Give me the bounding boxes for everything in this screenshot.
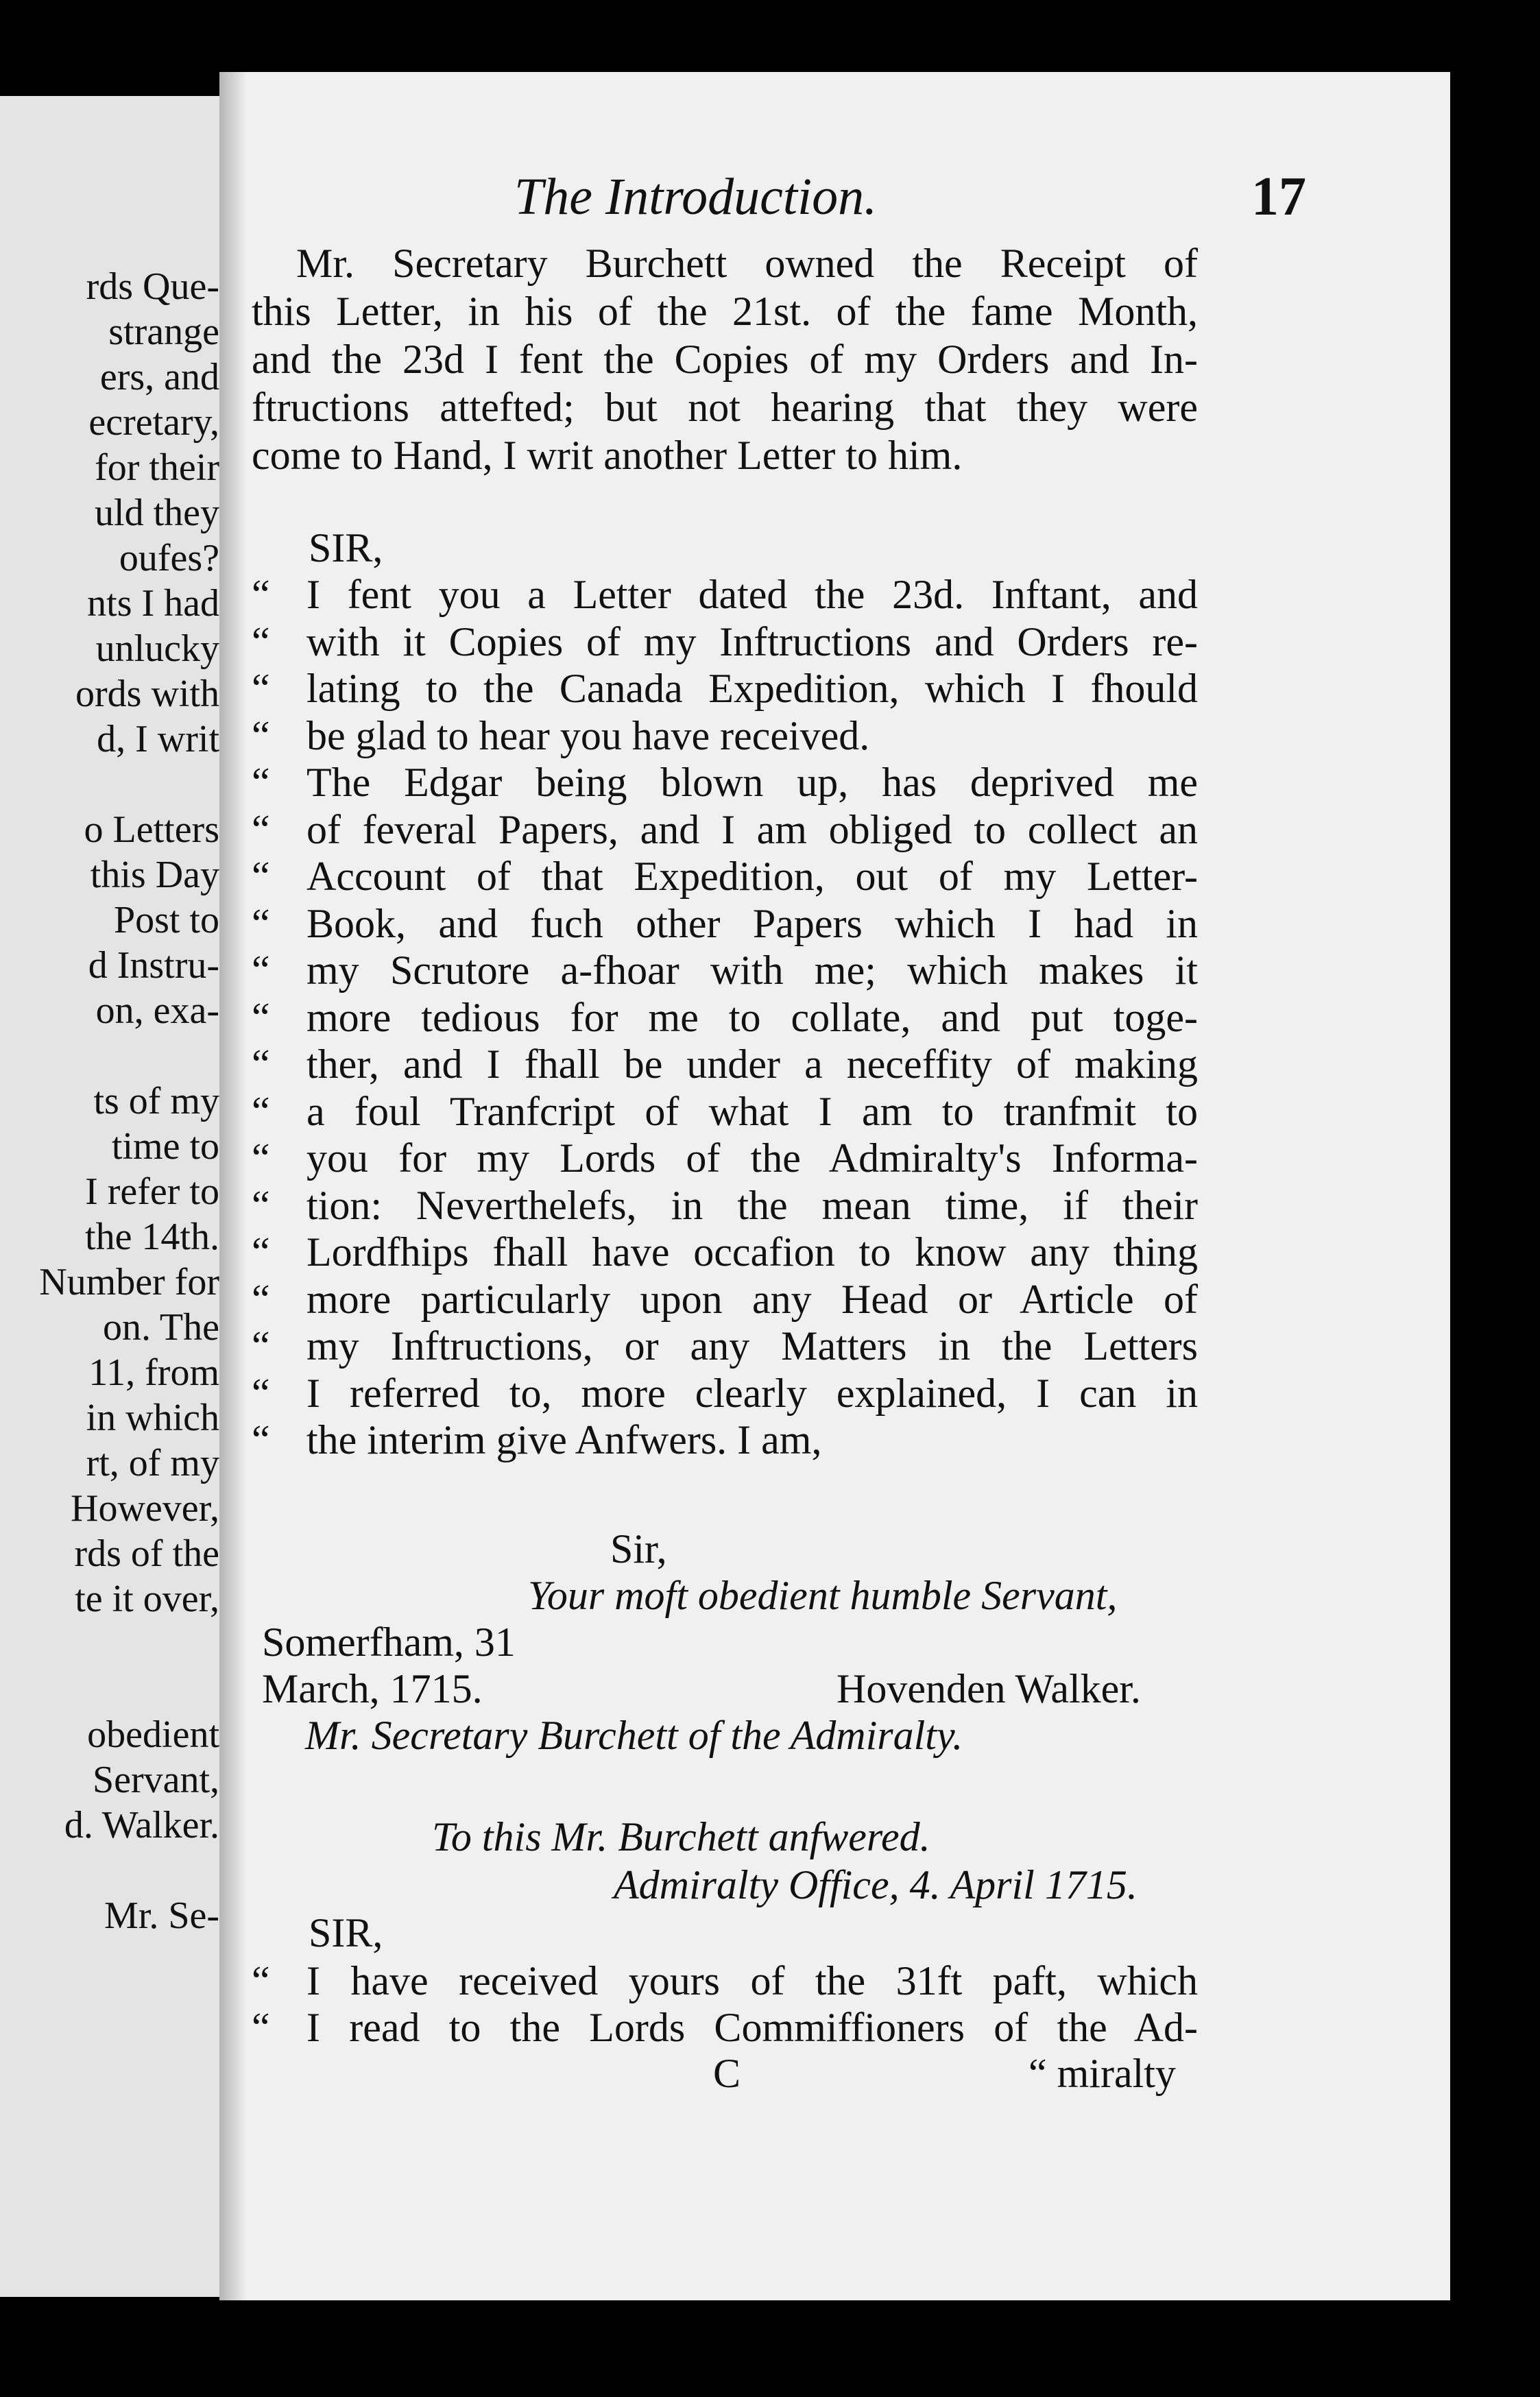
left-page-line: strange (108, 311, 219, 353)
quote-mark: “ (252, 994, 270, 1040)
quoted-line (252, 665, 1198, 712)
quote-mark: “ (252, 1323, 270, 1369)
quoted-text: of feveral Papers, and I am obliged to collect an (306, 806, 1198, 852)
left-page-line: on. The (102, 1306, 219, 1349)
quoted-line (252, 853, 1198, 900)
left-page-line: I refer to (85, 1170, 219, 1213)
quoted-text: Account of that Expedition, out of my Letter- (306, 854, 1198, 899)
quoted-text: be glad to hear you have received. (306, 712, 870, 758)
quoted-text: I read to the Lords Commiffioners of the Ad- (306, 2005, 1198, 2050)
quoted-line (252, 806, 1198, 853)
quoted-line (252, 1958, 1198, 2004)
quote-mark: “ (252, 1276, 270, 1322)
quote-mark: “ (252, 854, 270, 899)
quoted-line (252, 1323, 1198, 1369)
right-page (219, 72, 1450, 2300)
reply-intro: To this Mr. Burchett anfwered. (432, 1814, 930, 1859)
letter-place: Somerfham, 31 (262, 1619, 516, 1665)
quote-mark: “ (252, 1088, 270, 1134)
quoted-line (252, 1041, 1198, 1087)
quoted-text: my Inftructions, or any Matters in the Letters (306, 1323, 1198, 1369)
quoted-text: lating to the Canada Expedition, which I fhould (306, 666, 1198, 711)
quote-mark: “ (252, 1135, 270, 1181)
letter-addressee: Mr. Secretary Burchett of the Admiralty. (305, 1713, 963, 1758)
left-page-line: ts of my (93, 1080, 219, 1122)
quoted-text: more tedious for me to collate, and put toge- (306, 994, 1198, 1040)
letter-salutation: SIR, (309, 525, 383, 570)
left-page-line: time to (111, 1125, 219, 1168)
letter-sir: Sir, (610, 1526, 667, 1571)
left-page-line: Mr. Se- (104, 1894, 219, 1937)
letter-signature: Hovenden Walker. (837, 1666, 1141, 1711)
quoted-text: more particularly upon any Head or Article of (306, 1276, 1198, 1322)
quoted-text: I fent you a Letter dated the 23d. Inftant, and (306, 572, 1198, 617)
left-page-line: Number for (39, 1261, 219, 1303)
quote-mark: “ (252, 618, 270, 664)
left-page-line: unlucky (95, 627, 219, 670)
paragraph-line: come to Hand, I writ another Letter to him. (252, 433, 963, 478)
left-page-line: ecretary, (88, 401, 219, 444)
left-page-line: Post to (113, 899, 219, 941)
quote-mark: “ (252, 900, 270, 946)
left-page-line: ers, and (99, 356, 219, 398)
quoted-line (252, 994, 1198, 1041)
quoted-text: the interim give Anfwers. I am, (306, 1417, 822, 1462)
quoted-line (252, 571, 1198, 618)
quoted-text: Lordfhips fhall have occafion to know any thing (306, 1229, 1198, 1275)
quote-mark: “ (252, 948, 270, 993)
quoted-line (252, 1370, 1198, 1417)
left-page-line: o Letters (84, 808, 219, 851)
signature-mark: C (713, 2051, 741, 2096)
quote-mark: “ (252, 760, 270, 805)
quoted-text: tion: Neverthelefs, in the mean time, if their (306, 1182, 1198, 1228)
quote-mark: “ (252, 712, 270, 758)
quoted-line (252, 900, 1198, 947)
quoted-text: ther, and I fhall be under a neceffity of making (306, 1041, 1198, 1087)
catchword: “ miralty (1028, 2051, 1176, 2096)
left-page-line: for their (95, 446, 219, 489)
left-page-line: oufes? (119, 537, 219, 579)
page-number: 17 (1251, 167, 1306, 227)
paragraph-line: ftructions attefted; but not hearing that they were (252, 385, 1198, 430)
quote-mark: “ (252, 1182, 270, 1228)
left-page-line: uld they (95, 492, 219, 534)
letter-closing: Your moft obedient humble Servant, (528, 1573, 1118, 1618)
quoted-line (252, 1417, 1188, 1463)
quote-mark: “ (252, 666, 270, 711)
left-facing-page (0, 96, 226, 2297)
reply-salutation: SIR, (309, 1910, 383, 1955)
quoted-line (252, 1276, 1198, 1323)
quote-mark: “ (252, 1041, 270, 1087)
quote-mark: “ (252, 1417, 270, 1462)
quoted-text: you for my Lords of the Admiralty's Informa- (306, 1135, 1198, 1181)
running-header: The Introduction. (514, 168, 878, 226)
quoted-line (252, 712, 1188, 759)
left-page-line: rds of the (74, 1532, 219, 1575)
quoted-text: Book, and fuch other Papers which I had in (306, 900, 1198, 946)
quoted-text: with it Copies of my Inftructions and Orders re- (306, 618, 1198, 664)
quoted-line (252, 1088, 1198, 1135)
quoted-line (252, 1229, 1198, 1275)
paragraph-line: and the 23d I fent the Copies of my Orders and In- (252, 337, 1198, 382)
quoted-text: The Edgar being blown up, has deprived me (306, 760, 1198, 805)
quoted-text: my Scrutore a-fhoar with me; which makes it (306, 948, 1198, 993)
left-page-line: te it over, (75, 1578, 219, 1620)
quoted-text: I referred to, more clearly explained, I can in (306, 1370, 1198, 1416)
left-page-line: rt, of my (86, 1442, 219, 1484)
quote-mark: “ (252, 1370, 270, 1416)
letter-date: March, 1715. (262, 1666, 483, 1711)
quote-mark: “ (252, 1229, 270, 1275)
left-page-line: the 14th. (85, 1216, 219, 1258)
left-page-line: d, I writ (97, 718, 219, 760)
left-page-line: in which (86, 1397, 219, 1439)
quoted-text: a foul Tranfcript of what I am to tranfmit to (306, 1088, 1198, 1134)
quote-mark: “ (252, 1958, 270, 2003)
left-page-line: ords with (75, 673, 219, 715)
paragraph-line: Mr. Secretary Burchett owned the Receipt of (296, 241, 1198, 286)
quoted-line (252, 759, 1198, 806)
left-page-line: nts I had (87, 582, 219, 625)
quote-mark: “ (252, 806, 270, 852)
quoted-line (252, 2004, 1198, 2051)
paragraph-line: this Letter, in his of the 21st. of the fame Month, (252, 289, 1198, 334)
left-page-line: However, (71, 1487, 219, 1530)
left-page-line: d. Walker. (64, 1804, 219, 1846)
left-page-line: obedient (87, 1713, 219, 1756)
quoted-line (252, 1135, 1198, 1181)
quoted-line (252, 947, 1198, 993)
reply-dateline: Admiralty Office, 4. April 1715. (614, 1862, 1138, 1907)
left-page-line: this Day (90, 854, 219, 896)
left-page-line: 11, from (88, 1351, 219, 1394)
quoted-text: I have received yours of the 31ft paft, which (306, 1958, 1198, 2003)
quoted-line (252, 618, 1198, 665)
left-page-line: Servant, (92, 1759, 219, 1801)
quote-mark: “ (252, 572, 270, 617)
left-page-line: d Instru- (88, 944, 219, 987)
gutter-shadow (219, 72, 247, 2300)
left-page-line: rds Que- (86, 265, 219, 308)
left-page-line: on, exa- (95, 989, 219, 1032)
quoted-line (252, 1182, 1198, 1229)
quote-mark: “ (252, 2005, 270, 2050)
